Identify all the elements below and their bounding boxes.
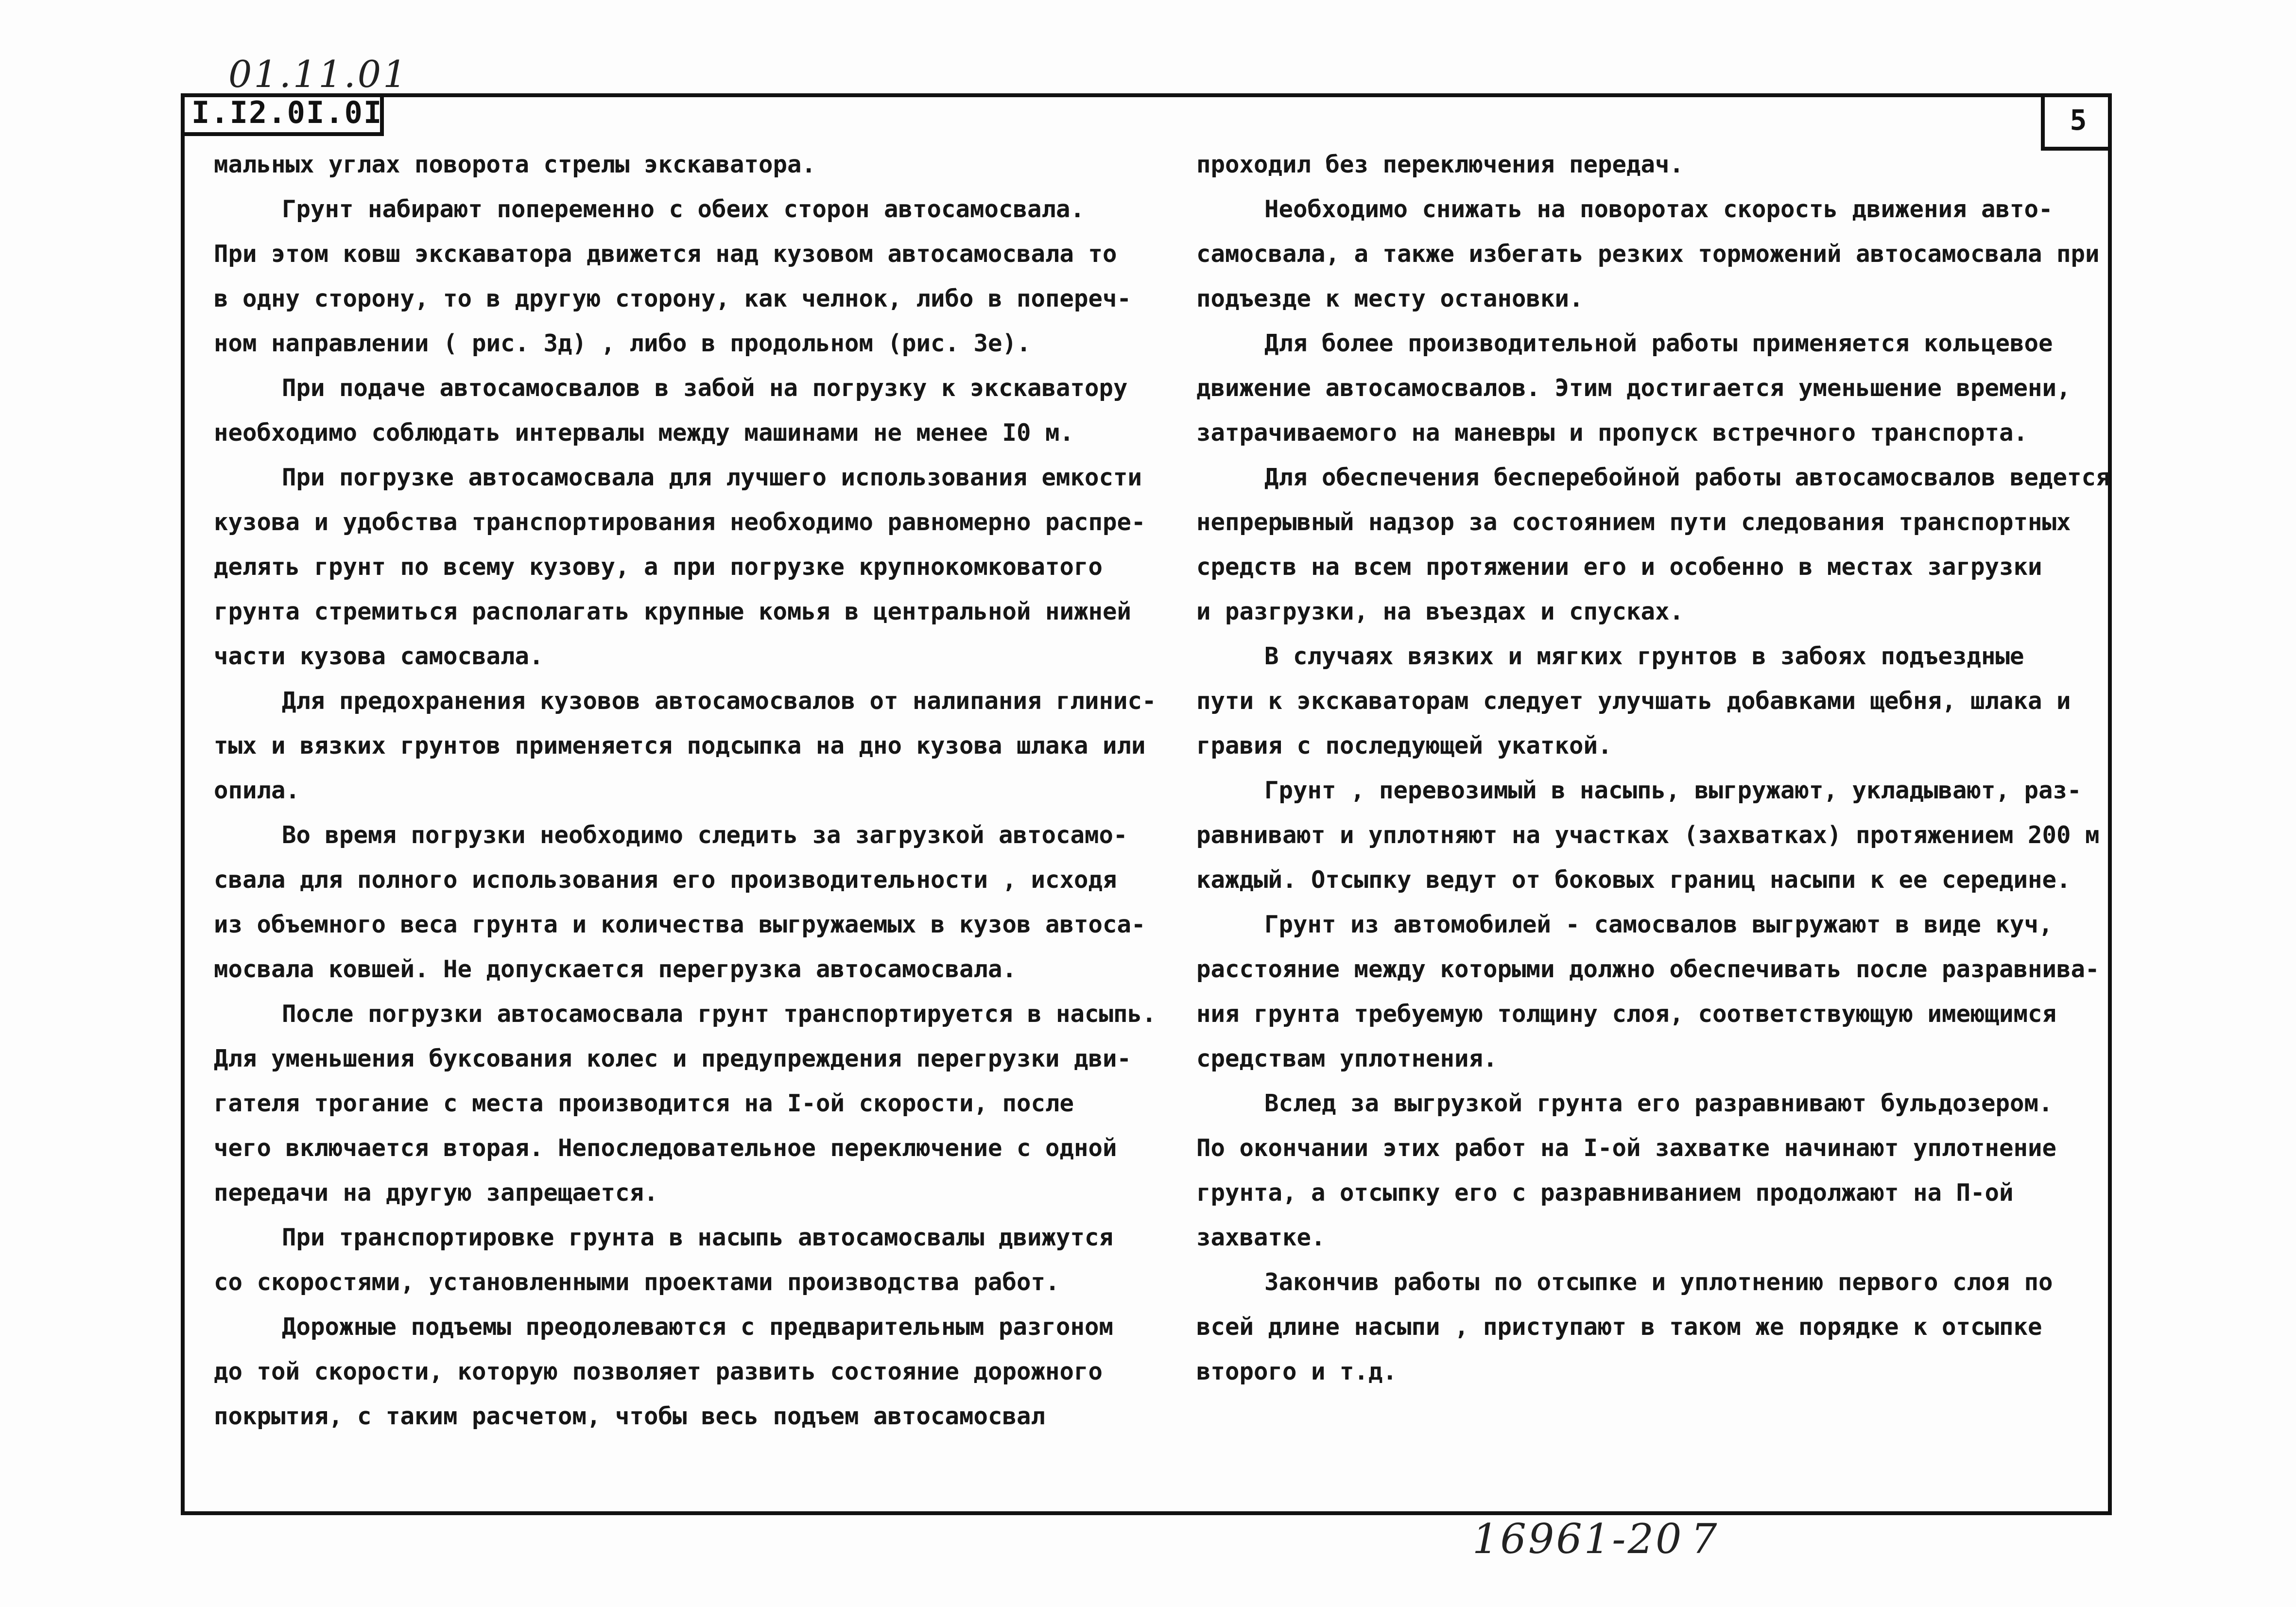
- text-line: из объемного веса грунта и количества выгружаемых в кузов автоса-: [214, 911, 1146, 938]
- paragraph: [1196, 187, 2100, 321]
- text-line: гателя трогание с места производится на I-ой скорости, после: [214, 1089, 1074, 1117]
- text-line: чего включается вторая. Непоследовательное переключение с одной: [214, 1134, 1117, 1162]
- text-line: После погрузки автосамосвала грунт транспортируется в насыпь.: [282, 1000, 1157, 1028]
- text-line: Закончив работы по отсыпке и уплотнению первого слоя по: [1264, 1268, 2053, 1296]
- paragraph: [214, 142, 1147, 187]
- paragraph: [214, 187, 1147, 366]
- text-line: равнивают и уплотняют на участках (захватках) протяжением 200 м: [1196, 821, 2100, 849]
- text-line: свала для полного использования его производительности , исходя: [214, 866, 1117, 894]
- text-line: тых и вязких грунтов применяется подсыпка на дно кузова шлака или: [214, 732, 1146, 760]
- paragraph: [1196, 768, 2100, 902]
- text-line: По окончании этих работ на I-ой захватке начинают уплотнение: [1196, 1134, 2057, 1162]
- text-line: ном направлении ( рис. 3д) , либо в продольном (рис. 3е).: [214, 329, 1031, 357]
- text-line: покрытия, с таким расчетом, чтобы весь подъем автосамосвал: [214, 1402, 1046, 1430]
- text-line: Для более производительной работы применяется кольцевое: [1264, 329, 2053, 357]
- paragraph: [214, 992, 1157, 1215]
- paragraph: [214, 1215, 1147, 1305]
- text-line: движение автосамосвалов. Этим достигается уменьшение времени,: [1196, 374, 2071, 402]
- page-number-box: 5: [2041, 93, 2112, 151]
- handwritten-date: 01.11.01: [228, 52, 409, 96]
- paragraph: [1196, 321, 2100, 455]
- text-line: мосвала ковшей. Не допускается перегрузка автосамосвала.: [214, 955, 1017, 983]
- text-line: Для предохранения кузовов автосамосвалов от налипания глинис-: [282, 687, 1157, 715]
- text-line: Для уменьшения буксования колес и предупреждения перегрузки дви-: [214, 1045, 1132, 1072]
- text-line: Грунт из автомобилей - самосвалов выгружают в виде куч,: [1264, 911, 2053, 938]
- text-line: до той скорости, которую позволяет развить состояние дорожного: [214, 1358, 1103, 1385]
- text-line: гравия с последующей укаткой.: [1196, 732, 1612, 760]
- text-line: затрачиваемого на маневры и пропуск встречного транспорта.: [1196, 419, 2028, 447]
- text-line: средствам уплотнения.: [1196, 1045, 1498, 1072]
- text-line: делять грунт по всему кузову, а при погрузке крупнокомковатого: [214, 553, 1103, 581]
- text-line: При транспортировке грунта в насыпь автосамосвалы движутся: [282, 1224, 1114, 1251]
- handwritten-document-number: 16961-20: [1472, 1515, 1684, 1563]
- text-line: При погрузке автосамосвала для лучшего использования емкости: [282, 464, 1142, 491]
- text-line: средств на всем протяжении его и особенно в местах загрузки: [1196, 553, 2042, 581]
- text-line: Грунт набирают попеременно с обеих сторон автосамосвала.: [282, 195, 1085, 223]
- handwritten-sheet-number: 7: [1691, 1515, 1717, 1563]
- paragraph: [1196, 1081, 2100, 1260]
- text-line: второго и т.д.: [1196, 1358, 1398, 1385]
- paragraph: [1196, 902, 2100, 1081]
- text-line: передачи на другую запрещается.: [214, 1179, 658, 1207]
- text-line: пути к экскаваторам следует улучшать добавками щебня, шлака и: [1196, 687, 2071, 715]
- text-line: расстояние между которыми должно обеспечивать после разравнива-: [1196, 955, 2100, 983]
- text-line: Необходимо снижать на поворотах скорость движения авто-: [1264, 195, 2053, 223]
- text-line: Во время погрузки необходимо следить за загрузкой автосамо-: [282, 821, 1128, 849]
- text-line: в одну сторону, то в другую сторону, как челнок, либо в попереч-: [214, 285, 1132, 312]
- text-line: грунта стремиться располагать крупные комья в центральной нижней: [214, 598, 1132, 625]
- document-code-box: I.I2.0I.0I: [181, 93, 384, 136]
- text-line: Дорожные подъемы преодолеваются с предварительным разгоном: [282, 1313, 1114, 1341]
- text-line: опила.: [214, 777, 300, 804]
- paragraph: [1196, 634, 2100, 768]
- paragraph: [1196, 142, 2100, 187]
- text-line: всей длине насыпи , приступают в таком же порядке к отсыпке: [1196, 1313, 2042, 1341]
- text-line: захватке.: [1196, 1224, 1326, 1251]
- text-line: В случаях вязких и мягких грунтов в забоях подъездные: [1264, 642, 2024, 670]
- text-line: части кузова самосвала.: [214, 642, 544, 670]
- text-line: и разгрузки, на въездах и спусках.: [1196, 598, 1684, 625]
- right-text-column: [1196, 142, 2110, 1394]
- left-text-column: [214, 142, 1157, 1439]
- paragraph: [214, 679, 1157, 813]
- paragraph: [1196, 1260, 2100, 1394]
- text-line: подъезде к месту остановки.: [1196, 285, 1584, 312]
- text-line: самосвала, а также избегать резких торможений автосамосвала при: [1196, 240, 2100, 268]
- text-line: При этом ковш экскаватора движется над кузовом автосамосвала то: [214, 240, 1117, 268]
- text-line: Грунт , перевозимый в насыпь, выгружают, укладывают, раз-: [1264, 777, 2082, 804]
- text-line: каждый. Отсыпку ведут от боковых границ насыпи к ее середине.: [1196, 866, 2071, 894]
- text-line: со скоростями, установленными проектами производства работ.: [214, 1268, 1060, 1296]
- paragraph: [214, 1305, 1147, 1439]
- paragraph: [1196, 455, 2110, 634]
- text-line: грунта, а отсыпку его с разравниванием продолжают на П-ой: [1196, 1179, 2014, 1207]
- text-line: необходимо соблюдать интервалы между машинами не менее I0 м.: [214, 419, 1074, 447]
- paragraph: [214, 455, 1147, 679]
- text-line: ния грунта требуемую толщину слоя, соответствующую имеющимся: [1196, 1000, 2057, 1028]
- text-line: мальных углах поворота стрелы экскаватора.: [214, 151, 816, 178]
- text-line: Для обеспечения бесперебойной работы автосамосвалов ведется: [1264, 464, 2110, 491]
- text-line: При подаче автосамосвалов в забой на погрузку к экскаватору: [282, 374, 1128, 402]
- paragraph: [214, 813, 1147, 992]
- text-line: непрерывный надзор за состоянием пути следования транспортных: [1196, 508, 2071, 536]
- text-line: проходил без переключения передач.: [1196, 151, 1684, 178]
- text-line: кузова и удобства транспортирования необходимо равномерно распре-: [214, 508, 1146, 536]
- text-line: Вслед за выгрузкой грунта его разравнивают бульдозером.: [1264, 1089, 2053, 1117]
- paragraph: [214, 366, 1147, 455]
